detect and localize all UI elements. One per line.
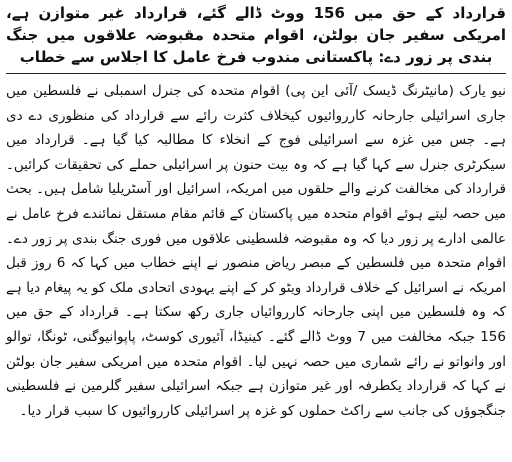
headline-divider — [6, 73, 506, 74]
article-body: نیو یارک (مانیٹرنگ ڈیسک /آئی این پی) اقوام متحدہ کی جنرل اسمبلی نے فلسطین میں جاری اسرائیلی جارحانہ کارروائیوں کیخلاف کثرت رائے سے قرارداد کی منظوری دے دی ہے۔ جس میں غزہ سے اسرائیلی فوج کے انخلاء کا مطالبہ کیا گیا ہے۔ قرارداد میں سیکرٹری جنرل سے کہا گیا ہے کہ وہ بیت حنون پر اسرائیلی حملے کی تحقیقات کرائیں۔ قرارداد کی مخالفت کرنے والے حلقوں میں امریکہ، اسرائیل اور آسٹریلیا شامل ہیں۔ بحث میں حصہ لیتے ہوئے اقوام متحدہ میں پاکستان کے قائم مقام مستقل نمائندے فرخ عامل نے عالمی ادارے پر زور دیا کہ وہ مقبوضہ فلسطینی علاقوں میں فوری جنگ بندی پر زور دے۔ اقوام متحدہ میں فلسطین کے مبصر ریاض منصور نے اپنے خطاب میں کہا کہ 6 روز قبل امریکہ نے اسرائیل کے خلاف قرارداد ویٹو کر کے اپنے یہودی اتحادی ملک کو یہ پیغام دیا ہے کہ وہ فلسطین میں اپنی جارحانہ کارروائیاں جاری رکھ سکتا ہے۔ قرارداد کے حق میں 156 جبکہ مخالفت میں 7 ووٹ ڈالے گئے۔ کینیڈا، آئیوری کوسٹ، پاپوانیوگنی، ٹونگا، توالو اور وانواتو نے رائے شماری میں حصہ نہیں لیا۔ اقوام متحدہ میں امریکی سفیر جان بولٹن نے کہا کہ قرارداد یکطرفہ اور غیر متوازن ہے جبکہ اسرائیلی سفیر گلرمین نے فلسطینی جنگجوؤں کی جانب سے راکٹ حملوں کو غزہ پر اسرائیلی کارروائیوں کا سبب قرار دیا۔ — [6, 83, 506, 419]
headline: قرارداد کے حق میں 156 ووٹ ڈالے گئے، قرارداد غیر متوازن ہے، امریکی سفیر جان بولٹن، اقوام متحدہ مقبوضہ علاقوں میں جنگ بندی پر زور دے: پاکستانی مندوب فرخ عامل کا اجلاس سے خطاب — [6, 4, 506, 66]
